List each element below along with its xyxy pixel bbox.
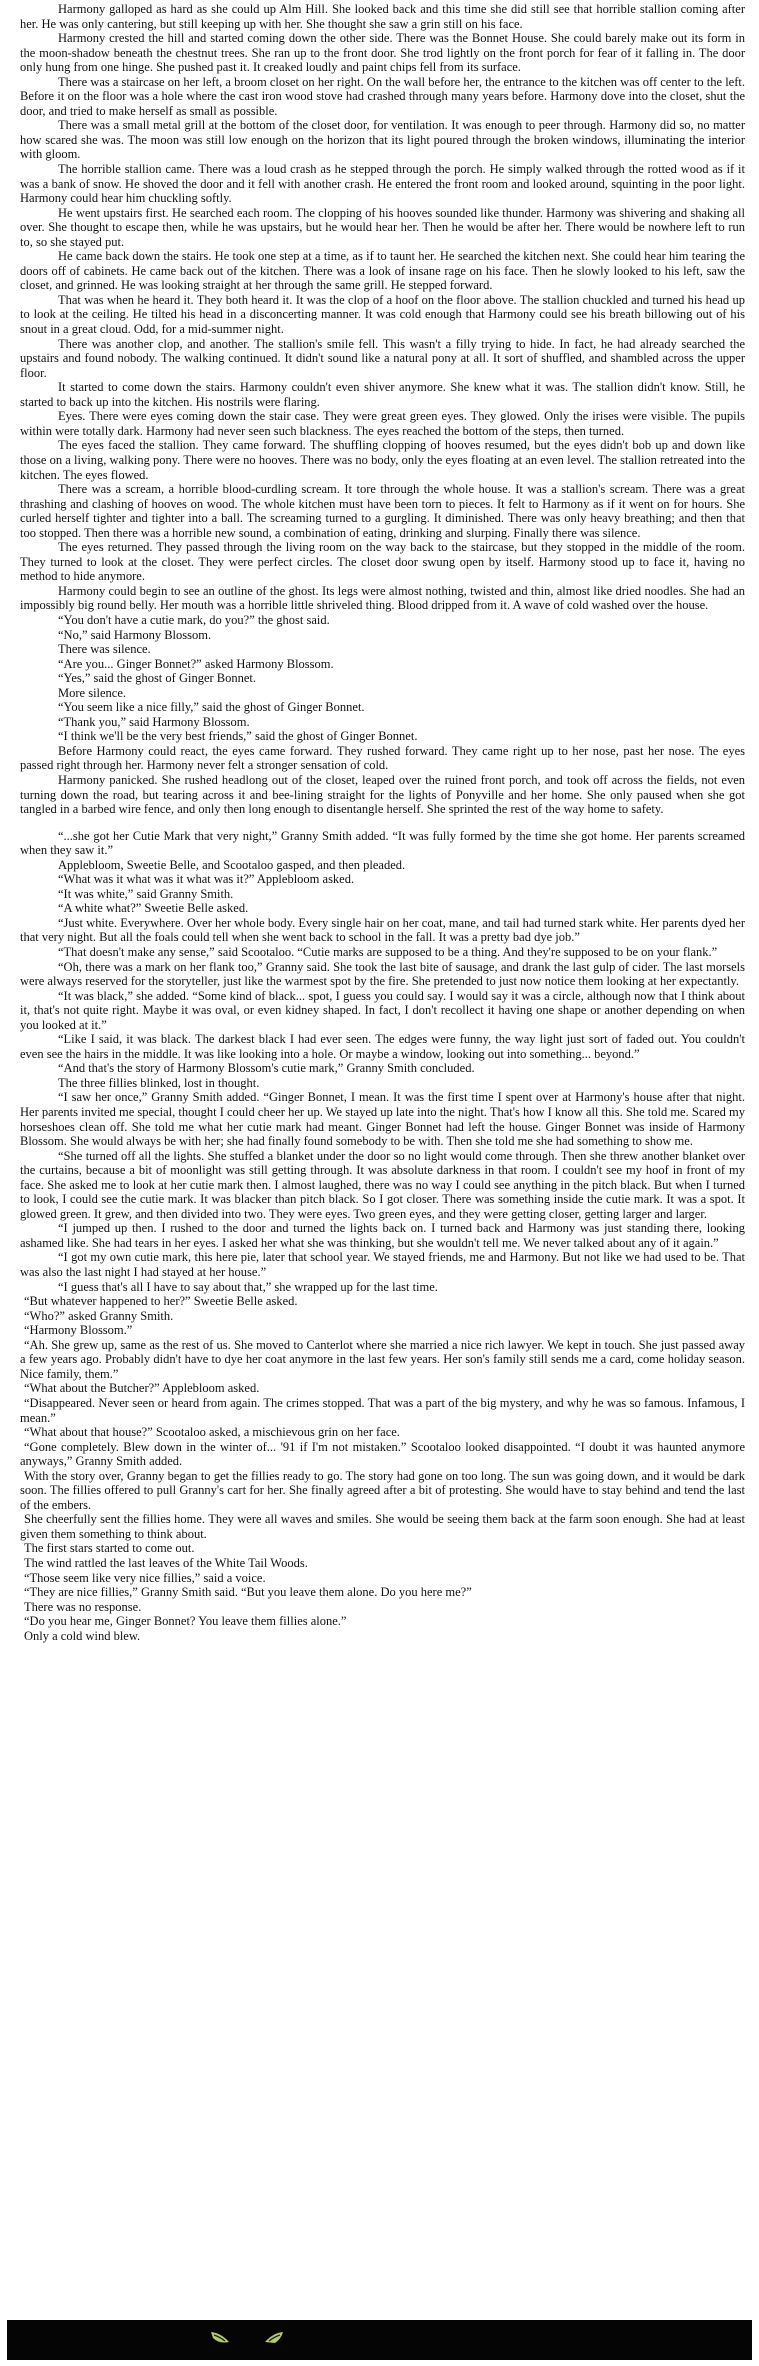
story-part-two — [20, 827, 745, 1644]
paragraph: There was a scream, a horrible blood-curdling scream. It tore through the whole house. It was a stallion's scream. There was a great thrashing and clashing of hooves on wood. The whole kitchen must have been torn to pieces. It felt to Harmony as if it went on for hours. She curled herself tighter and tighter into a ball. The screaming turned to a gurgling. It diminished. There was only heavy breathing; and then that too stopped. Then there was a horrible new sound, a combination of eating, drinking and slurping. Finally there was silence. — [20, 482, 745, 540]
paragraph: She cheerfully sent the fillies home. They were all waves and smiles. She would be seeing them back at the farm soon enough. She had at least given them something to think about. — [20, 1512, 745, 1541]
dialogue-line: “It was white,” said Granny Smith. — [58, 886, 234, 901]
paragraph: The three fillies blinked, lost in thought. — [58, 1075, 260, 1090]
paragraph: “She turned off all the lights. She stuffed a blanket under the door so no light would come through. Then she threw another blanket over the curtains, because a bit of moonlight was still getting through. It was absolute darkness in that room. I couldn't see my hoof in front of my face. She asked me to look at her cutie mark then. I almost laughed, there was no way I could see anything in the pitch black. But when I turned to look, I could see the cutie mark. It was blacker than pitch black. So I got closer. There was something inside the cutie mark. It was a spot. It glowed green. It grew, and then divided into two. They were eyes. Two green eyes, and they were getting closer, getting larger and larger. — [20, 1148, 745, 1221]
paragraph: There was another clop, and another. The stallion's smile fell. This wasn't a filly trying to hide. In fact, he had already searched the upstairs and found nobody. The walking continued. It didn't sound like a natural pony at all. It sort of shuffled, and shambled across the upper floor. — [20, 336, 745, 380]
dialogue-line: “Harmony Blossom.” — [24, 1323, 133, 1338]
paragraph: “Just white. Everywhere. Over her whole body. Every single hair on her coat, mane, and tail had turned stark white. Her parents dyed her that very night. But all the foals could tell when she went back to school in the fall. It was a pretty bad dye job.” — [20, 915, 745, 945]
paragraph: With the story over, Granny began to get the fillies ready to go. The story had gone on too long. The sun was going down, and it would be dark soon. The fillies offered to pull Granny's cart for her. She finally agreed after a bit of protesting. She would have to stay behind and tend the last of the embers. — [20, 1468, 745, 1512]
paragraph: “Oh, there was a mark on her flank too,” Granny said. She took the last bite of sausage, and drank the last gulp of cider. The last morsels were always reserved for the storyteller, just like the warmest spot by the fire. She pretended to just now notice them looking at her expectantly. — [20, 959, 745, 989]
dialogue-line: “Yes,” said the ghost of Ginger Bonnet. — [58, 671, 257, 686]
dialogue-line: “Do you hear me, Ginger Bonnet? You leave them fillies alone.” — [24, 1614, 347, 1629]
dialogue-line: “What about the Butcher?” Applebloom asked. — [24, 1381, 260, 1396]
paragraph: There was no response. — [24, 1599, 142, 1614]
paragraph: “That doesn't make any sense,” said Scootaloo. “Cutie marks are supposed to be a thing. And they're supposed to be on your flank.” — [58, 945, 718, 959]
paragraph: Applebloom, Sweetie Belle, and Scootaloo gasped, and then pleaded. — [58, 857, 406, 872]
paragraph: “I jumped up then. I rushed to the door and turned the lights back on. I turned back and Harmony was just standing there, looking ashamed like. She had tears in her eyes. I asked her what she was thinking, but she wouldn't tell me. We never talked about any of it again.” — [20, 1221, 745, 1250]
paragraph: “It was black,” she added. “Some kind of black... spot, I guess you could say. I would say it was a circle, although now that I think about it, that's not quite right. Maybe it was oval, or even kidney shaped. In fact, I don't recollect it having one shape or another depending on when you looked at it.” — [20, 988, 745, 1032]
dialogue-line: “Are you... Ginger Bonnet?” asked Harmony Blossom. — [58, 656, 334, 671]
dialogue-line: “I guess that's all I have to say about that,” she wrapped up for the last time. — [58, 1279, 438, 1294]
paragraph: “I got my own cutie mark, this here pie, later that school year. We stayed friends, me and Harmony. But not like we had used to be. That was also the last night I had stayed at her house.” — [20, 1250, 745, 1280]
paragraph: “Disappeared. Never seen or heard from again. The crimes stopped. That was a part of the big mystery, and why he was so famous. Infamous, I mean.” — [20, 1395, 745, 1425]
paragraph: “Gone completely. Blew down in the winter of... '91 if I'm not mistaken.” Scootaloo looked disappointed. “I doubt it was haunted anymore anyways,” Granny Smith added. — [20, 1439, 745, 1469]
paragraph: The eyes returned. They passed through the living room on the way back to the staircase, but they stopped in the middle of the room. They turned to look at the closet. They were perfect circles. The closet door swung open by itself. Harmony stood up to face it, having no method to hide anymore. — [20, 540, 745, 584]
paragraph: Harmony panicked. She rushed headlong out of the closet, leaped over the ruined front porch, and took off across the fields, not even turning down the road, but tearing across it and bee-lining straight for the lights of Ponyville and her home. She only paused when she got tangled in a barbed wire fence, and only then long enough to disentangle herself. She sprinted the rest of the way home to safety. — [20, 772, 745, 817]
paragraph: “Ah. She grew up, same as the rest of us. She moved to Canterlot where she married a nice rich lawyer. We kept in touch. She just passed away a few years ago. Probably didn't have to dye her coat anymore in the last few years. Her son's family still sends me a card, come holiday season. Nice family, them.” — [20, 1337, 745, 1381]
dialogue-line: “But whatever happened to her?” Sweetie Belle asked. — [24, 1294, 298, 1309]
paragraph: The wind rattled the last leaves of the White Tail Woods. — [24, 1555, 308, 1570]
story-part-one — [20, 0, 745, 817]
paragraph: “I saw her once,” Granny Smith added. “Ginger Bonnet, I mean. It was the first time I spent over at Harmony's house after that night. Her parents invited me special, thought I could cheer her up. We stayed up late into the night. That's how I know all this. She told me. Scared my horseshoes clean off. She told me what her cutie mark had meant. Ginger Bonnet had left the house. Ginger Bonnet was inside of Harmony Blossom. She would always be with her; she had finally found somebody to be with. Then she told me she had something to show me. — [20, 1090, 745, 1149]
paragraph: There was silence. — [58, 642, 151, 657]
paragraph: Harmony crested the hill and started coming down the other side. There was the Bonnet House. She could barely make out its form in the moon-shadow beneath the chestnut trees. She ran up to the front door. She trod lightly on the front porch for fear of it falling in. The door only hung from one hinge. She pushed past it. It creaked loudly and paint chips fell from its surface. — [20, 31, 745, 75]
dialogue-line: “I think we'll be the very best friends,” said the ghost of Ginger Bonnet. — [58, 729, 418, 744]
dialogue-line: “You don't have a cutie mark, do you?” the ghost said. — [58, 612, 330, 627]
dialogue-line: “Those seem like very nice fillies,” said a voice. — [24, 1570, 266, 1585]
dialogue-line: “A white what?” Sweetie Belle asked. — [58, 901, 249, 916]
paragraph: There was a small metal grill at the bottom of the closet door, for ventilation. It was enough to peer through. Harmony did so, no matter how scared she was. The moon was still low enough on the horizon that its light poured through the broken windows, illuminating the interior with gloom. — [20, 118, 745, 162]
paragraph: The eyes faced the stallion. They came forward. The shuffling clopping of hooves resumed, but the eyes didn't bob up and down like those on a living, walking pony. There were no hooves. There was no body, only the eyes floating at an even level. The stallion retreated into the kitchen. The eyes flowed. — [20, 438, 745, 482]
paragraph: The first stars started to come out. — [24, 1541, 195, 1556]
paragraph: Harmony could begin to see an outline of the ghost. Its legs were almost nothing, twisted and thin, almost like dried noodles. She had an impossibly big round belly. Her mouth was a horrible little shriveled thing. Blood dripped from it. A wave of cold washed over the house. — [20, 583, 745, 613]
paragraph: Eyes. There were eyes coming down the stair case. They were great green eyes. They glowed. Only the irises were visible. The pupils within were totally dark. Harmony had never seen such blackness. The eyes reached the bottom of the steps, then turned. — [20, 409, 745, 438]
dialogue-line: “Who?” asked Granny Smith. — [24, 1308, 174, 1323]
dialogue-line: “You seem like a nice filly,” said the ghost of Ginger Bonnet. — [58, 700, 365, 715]
dialogue-line: “They are nice fillies,” Granny Smith said. “But you leave them alone. Do you here me?” — [24, 1585, 472, 1600]
paragraph: “...she got her Cutie Mark that very night,” Granny Smith added. “It was fully formed by the time she got home. Her parents screamed when they saw it.” — [20, 828, 745, 858]
dialogue-line: “No,” said Harmony Blossom. — [58, 627, 212, 642]
paragraph: He came back down the stairs. He took one step at a time, as if to taunt her. He searched the kitchen next. She could hear him tearing the doors off of cabinets. He came back out of the kitchen. There was a look of insane rage on his face. Then he slowly looked to his left, saw the closet, and grinned. He was looking straight at her through the same grill. He stepped forward. — [20, 249, 745, 293]
paragraph: The horrible stallion came. There was a loud crash as he stepped through the porch. He simply walked through the rotted wood as if it was a bank of snow. He shoved the door and it fell with another crash. He entered the front room and looked around, squinting in the poor light. Harmony could hear him chuckling softly. — [20, 162, 745, 206]
dialogue-line: “And that's the story of Harmony Blossom's cutie mark,” Granny Smith concluded. — [58, 1061, 475, 1076]
footer-eyes-image — [7, 2320, 752, 2360]
paragraph: Harmony galloped as hard as she could up Alm Hill. She looked back and this time she did still see that horrible stallion coming after her. He was only cantering, but still keeping up with her. She thought she saw a grin still on his face. — [20, 2, 745, 31]
paragraph: It started to come down the stairs. Harmony couldn't even shiver anymore. She knew what it was. The stallion didn't know. Still, he started to back up into the kitchen. His nostrils were flaring. — [20, 380, 745, 409]
paragraph: He went upstairs first. He searched each room. The clopping of his hooves sounded like thunder. Harmony was shivering and shaking all over. She thought to escape then, while he was upstairs, but he would hear her. Then he would be after her. There would be nowhere left to run to, so she stayed put. — [20, 205, 745, 249]
paragraph: “Like I said, it was black. The darkest black I had ever seen. The edges were funny, the way light just sort of faded out. You couldn't even see the hairs in the middle. It was like looking into a hole. Or maybe a window, looking out into something... beyond.” — [20, 1032, 745, 1061]
paragraph: That was when he heard it. They both heard it. It was the clop of a hoof on the floor above. The stallion chuckled and turned his head up to look at the ceiling. He tilted his head in a disconcerting manner. It was cold enough that Harmony could see his breath billowing out of his snout in a great cloud. Odd, for a mid-summer night. — [20, 292, 745, 337]
paragraph: Before Harmony could react, the eyes came forward. They rushed forward. They came right up to her nose, past her nose. The eyes passed right through her. Harmony never felt a stronger sensation of cold. — [20, 743, 745, 773]
glowing-green-eyes-icon — [7, 2320, 752, 2360]
paragraph: More silence. — [58, 685, 127, 700]
dialogue-line: “What about that house?” Scootaloo asked, a mischievous grin on her face. — [24, 1425, 400, 1440]
dialogue-line: “What was it what was it what was it?” Applebloom asked. — [58, 872, 355, 887]
dialogue-line: “Thank you,” said Harmony Blossom. — [58, 714, 250, 729]
paragraph: Only a cold wind blew. — [24, 1628, 141, 1643]
paragraph: There was a staircase on her left, a broom closet on her right. On the wall before her, the entrance to the kitchen was off center to the left. Before it on the floor was a hole where the cast iron wood stove had crashed through many years before. Harmony dove into the closet, shut the door, and tried to make herself as small as possible. — [20, 74, 745, 118]
